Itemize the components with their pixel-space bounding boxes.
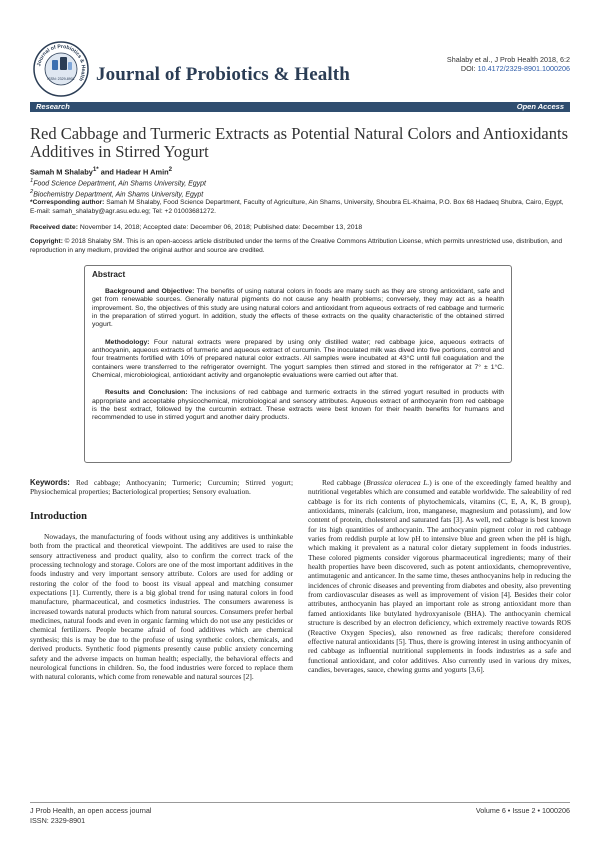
affiliation-2: $^2$Biochemistry Department, Ain Shams University, Egypt [30,189,204,199]
introduction-heading: Introduction [30,510,87,522]
doi-link[interactable]: 10.4172/2329-8901.1000206 [477,64,570,73]
article-title: Red Cabbage and Turmeric Extracts as Potential Natural Colors and Antioxidants Additives in Stirred Yogurt [30,124,568,161]
copyright: Copyright: © 2018 Shalaby SM. This is an open-access article distributed under the terms of the Creative Commons Attribution License, which permits unrestricted use, distribution, and reproduction in any medium, provided the original author and source are credited. [30,238,563,254]
open-access-label: Open Access [516,102,564,111]
section-label: Research [36,102,70,111]
logo-issn: ISSN: 2329-8901 [47,77,75,81]
footer-left: J Prob Health, an open access journal ISSN: 2329-8901 [30,806,152,825]
right-column [308,478,571,674]
abstract-results: Results and Conclusion: The inclusions of red cabbage and turmeric extracts in the stirred yogurt resulted in products with appropriate and acceptable physicochemical, microbiological and sensory attributes. Aqueous extract of anthocyanin from red cabbage is the best extract, followed by the curcumin extract. These extracts were best known for their health benefits for humans and recommended to use in stirred yogurt and another dairy products. [92,389,505,422]
citation: Shalaby et al., J Prob Health 2018, 6:2 [446,55,570,64]
right-paragraph: Red cabbage (Brassica oleracea L.) is one of the exceedingly famed healthy and nutritional vegetables which are consumed and eatable worldwide. The saleability of red cabbage is for its rich contents of phytochemicals, vitamins (C, E, A, K, B group), antioxidants, minerals (calcium, iron, manganese, magnesium and potassium), and low content of protein, cholesterol and saturated fats [3]. As well, red cabbage is best known for its high quantities of anthocyanin. The anthocyanin pigment color in red cabbage varies from reddish purple at low pH to intensive blue and green when the pH is high, which making it prevalent as a natural color dietary supplement in foods industries. These colored pigments consider vigorous pharmaceutical ingredients; many of their health properties have been discovered, such as potent antioxidants, chemopreventive, antimutagenic and anticancer. In the same time, theses anthocyanins help in reducing the incidences of chronic diseases and preventing from diabetes and obesity, also preventing from cardiovascular diseases as well as improvement of vision [4]. Besides their color attributes, anthocyanin has played an important role as strong antioxidant more than famed antioxidants like butylated hydroxyanisole (BHA). The anthocyanin chemical structure is described by an electron deficiency, which extremely reactive towards ROS (Reactive Oxygen Species), also renowned as free radicals; therefore considered effective natural antioxidants [5]. Thus, there is growing interest in using anthocyanin of red cabbage as influential nutritional supplements in foods industries as a safe and functional antioxidant, and color additives. Also currently used in various dry mixes, candies, beverages, sauce, chewing gums and yogurts [3,6]. [308,478,571,674]
corresponding-author: *Corresponding author: Samah M Shalaby, Food Science Department, Faculty of Agriculture, Ain Shams, University, Shoubra EL-Khaima, P.O. Box 68 Hadaeq Shubra, Cairo, Egypt, E-mail: samah_shalaby@agr.asu.edu.eg; Tel: +2 01003681272. [30,199,564,215]
keywords: Keywords: Red cabbage; Anthocyanin; Turmeric; Curcumin; Stirred yogurt; Physiochemical properties; Bacteriological properties; Sensory evaluation. [30,478,293,497]
abstract-heading: Abstract [92,270,126,279]
footer-volume: Volume 6 • Issue 2 • 1000206 [475,806,570,815]
authors: Samah M Shalaby$^{1*}$ and Hadear H Amin$^2$ [30,166,173,177]
journal-title: Journal of Probiotics & Health [96,64,350,85]
affiliation-1: $^1$Food Science Department, Ain Shams University, Egypt [30,178,206,188]
footer-divider [30,802,570,803]
section-bar [30,102,570,112]
logo-ring-text: Journal of Probiotics & Health [36,43,87,82]
dates: Received date: November 14, 2018; Accepted date: December 06, 2018; Published date: December 13, 2018 [30,224,363,231]
abstract-background: Background and Objective: The benefits of using natural colors in foods are many such as they are strong antioxidant, safe and get from renewable sources. Generally natural pigments do not cause any health problems; conversely, they may act as a health improvement. So, the objectives of this study are using natural colors and antioxidant from aqueous extracts of red cabbage and turmeric in the preparation of stirred yogurt. In addition, study the effects of these extracts on the quality characteristic of the obtained stirred yogurt. [92,288,504,329]
doi-prefix: DOI: [460,64,476,73]
introduction-paragraph: Nowadays, the manufacturing of foods without using any additives is unthinkable both from the practical and theoretical viewpoint. The additives are used to raise the sensory attractiveness and product quality, also to confirm the correct track of the processing technology and storage. Colors are one of the most important additives in the foods industry and very important sensory attribute. Colors are used for adding or restoring the color of the food to boost its visual appeal and matching consumer expectations [1]. Currently, there is a big global trend for using natural colors in food manufacture, pharmaceutical, and cosmetics industries. The consumers awareness is increased towards natural products which from natural sources. Consumers prefer herbal medicines, natural foods and even in organic farming which do not use any pesticides or chemical fertilizers. People became afraid of food additives which are chemical synthesis; this is may be due to the profuse of using synthetic colors, chemicals, and derived products. Synthetic food pigments presently cause public anxiety concerning safety and the adverse impacts on human health; especially, the behavioral effects and neurological functions in children. So, the food industries were forced to replace them with natural colorants, which come from renewable and natural sources [2]. [30,532,293,682]
abstract-methodology: Methodology: Four natural extracts were prepared by using only distilled water; red cabbage juice, aqueous extracts of anthocyanin, aqueous extracts of turmeric and aqueous extract of curcumin. The inoculated milk was dived into five portions, control and four treatments fortified with 10% of prepared natural color extracts. All samples were incubated at 43°C until full coagulation and the containers were transferred to the refrigerator overnight. The yogurt samples then stirred and stored in the refrigerator at 7° ± 1°C. Chemical, microbiological, antioxidant activity and organoleptic evaluations were carried out after that. [92,338,504,380]
abstract-box [84,265,512,463]
citation-block [447,55,570,73]
journal-logo [32,40,90,98]
left-column [30,478,293,682]
